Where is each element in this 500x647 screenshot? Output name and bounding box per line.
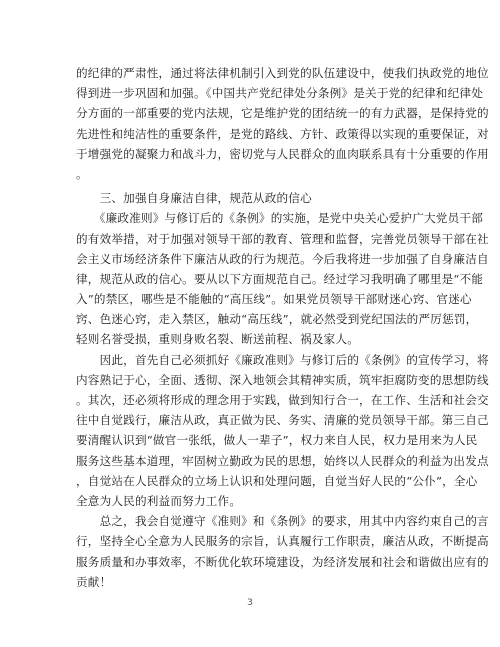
text-line: 律，规范从政的信心。要从以下方面规范自己。经过学习我明确了哪里是“不能 (76, 271, 484, 286)
text-line: 内容熟记于心，全面、透彻、深入地领会其精神实质，筑牢拒腐防变的思想防线 (76, 372, 489, 387)
text-line: 总之，我会自觉遵守《准则》和《条例》的要求，用其中内容约束自己的言 (76, 514, 489, 529)
text-line: 于增强党的凝聚力和战斗力，密切党与人民群众的血肉联系具有十分重要的作用 (76, 146, 489, 161)
text-line: 贡献！ (76, 574, 112, 589)
text-line: 服务这些基本道理，牢固树立勤政为民的思想，始终以人民群众的利益为出发点 (76, 453, 489, 468)
text-line: 轻则名誉受损，重则身败名裂、断送前程、祸及家人。 (76, 332, 360, 347)
text-line: 会主义市场经济条件下廉洁从政的行为规范。今后我将进一步加强了自身廉洁自 (76, 251, 489, 266)
text-line: 因此，首先自己必须抓好《廉政准则》与修订后的《条例》的宣传学习，将 (76, 352, 489, 367)
text-line: 往中自觉践行，廉洁从政，真正做为民、务实、清廉的党员领导干部。第三自己 (76, 413, 489, 428)
page-number: 3 (247, 598, 253, 608)
body-text (76, 63, 489, 592)
text-line: 全意为人民的利益而努力工作。 (76, 493, 242, 508)
text-line: 分方面的一部重要的党内法规，它是维护党的团结统一的有力武器，是保持党的 (76, 106, 489, 121)
text-line: 的有效举措，对于加强对领导干部的教育、管理和监督，完善党员领导干部在社 (76, 231, 489, 246)
text-line: 入”的禁区，哪些是不能触的“高压线”。如果党员领导干部财迷心窍、官迷心 (76, 292, 472, 307)
section-heading: 三、加强自身廉洁自律，规范从政的信心 (76, 191, 312, 206)
text-line: 服务质量和办事效率，不断优化软环境建设，为经济发展和社会和谐做出应有的 (76, 554, 489, 569)
text-line: 《廉政准则》与修订后的《条例》的实施，是党中央关心爱护广大党员干部 (76, 211, 483, 226)
text-line: 的纪律的严肃性，通过将法律机制引入到党的队伍建设中，使我们执政党的地位 (76, 66, 489, 80)
text-line: 窍、色迷心窍，走入禁区，触动“高压线”，就必然受到党纪国法的严厉惩罚， (76, 312, 478, 327)
text-line: 要清醒认识到“做官一张纸，做人一辈子”，权力来自人民，权力是用来为人民 (76, 433, 478, 448)
text-line: 。其次，还必须将形成的理念用于实践，做到知行合一，在工作、生活和社会交 (76, 393, 489, 407)
text-line: 行，坚持全心全意为人民服务的宗旨，认真履行工作职责，廉洁从政，不断提高 (76, 534, 489, 549)
text-line: 得到进一步巩固和加强。《中国共产党纪律处分条例》是关于党的纪律和纪律处 (76, 86, 483, 101)
text-line: ，自觉站在人民群众的立场上认识和处理问题，自觉当好人民的“公仆”，全心 (76, 473, 478, 488)
text-line: 。 (76, 166, 88, 181)
text-line: 先进性和纯洁性的重要条件，是党的路线、方针、政策得以实现的重要保证，对 (76, 126, 489, 141)
